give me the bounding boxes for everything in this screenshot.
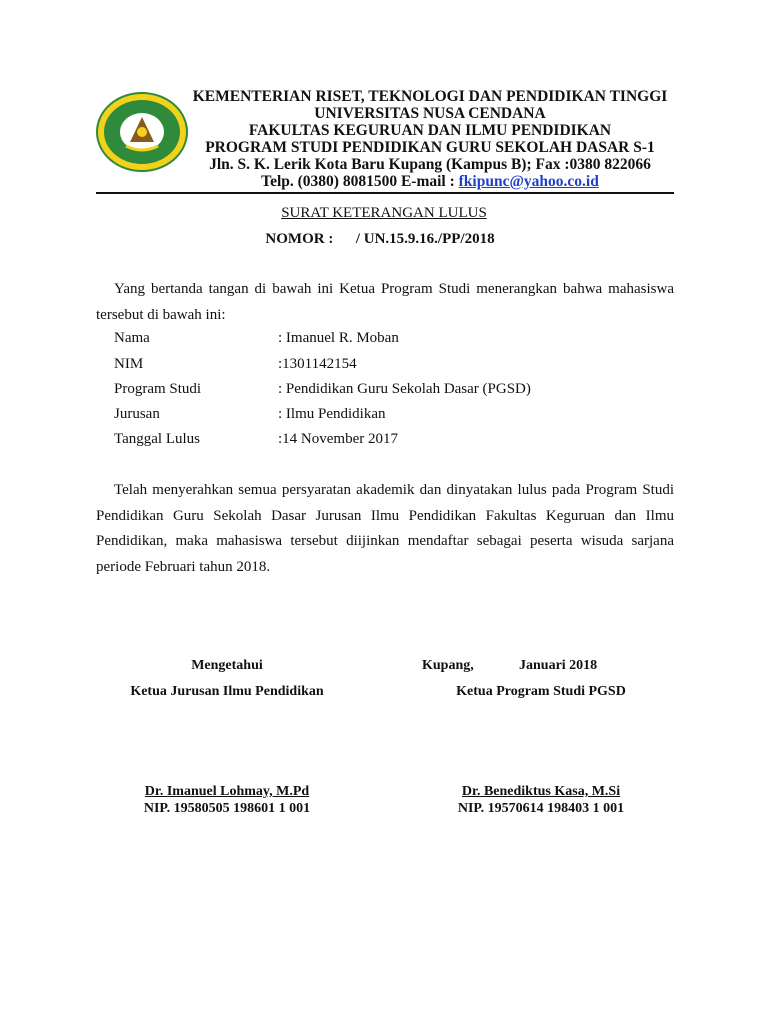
letter-number: NOMOR : / UN.15.9.16./PP/2018 bbox=[265, 231, 495, 247]
field-value-jurusan: : Ilmu Pendidikan bbox=[278, 406, 386, 422]
field-label-nim: NIM bbox=[114, 356, 144, 372]
email-link[interactable]: fkipunc@yahoo.co.id bbox=[458, 173, 599, 190]
field-value-tanggal: :14 November 2017 bbox=[278, 431, 398, 447]
header-contact-prefix: Telp. (0380) 8081500 E-mail : bbox=[261, 173, 459, 190]
header-program: PROGRAM STUDI PENDIDIKAN GURU SEKOLAH DASAR S-1 bbox=[205, 139, 655, 156]
header-divider bbox=[96, 192, 674, 194]
header-university: UNIVERSITAS NUSA CENDANA bbox=[314, 105, 546, 122]
header-address: Jln. S. K. Lerik Kota Baru Kupang (Kampus B); Fax :0380 822066 bbox=[209, 156, 651, 173]
left-signatory-name: Dr. Imanuel Lohmay, M.Pd bbox=[144, 784, 310, 799]
header-faculty: FAKULTAS KEGURUAN DAN ILMU PENDIDIKAN bbox=[248, 122, 612, 139]
letter-title: SURAT KETERANGAN LULUS bbox=[281, 205, 487, 221]
left-caption: Mengetahui bbox=[191, 658, 263, 673]
left-role: Ketua Jurusan Ilmu Pendidikan bbox=[130, 684, 324, 699]
header-contact bbox=[46, 173, 768, 190]
right-date: Januari 2018 bbox=[519, 658, 598, 673]
right-role: Ketua Program Studi PGSD bbox=[456, 684, 626, 699]
right-place: Kupang, bbox=[422, 658, 474, 673]
body-paragraph: Telah menyerahkan semua persyaratan akademik dan dinyatakan lulus pada Program Studi Pendidikan Guru Sekolah Dasar Jurusan Ilmu Pendidikan Fakultas Keguruan dan Ilmu Pendidikan, maka mahasiswa tersebut diijinkan mendaftar sebagai peserta wisuda sarjana periode Februari tahun 2018. bbox=[96, 482, 674, 575]
field-label-nama: Nama bbox=[114, 330, 150, 346]
left-signatory-nip: NIP. 19580505 198601 1 001 bbox=[143, 801, 311, 816]
right-signatory-nip: NIP. 19570614 198403 1 001 bbox=[457, 801, 625, 816]
field-value-program: : Pendidikan Guru Sekolah Dasar (PGSD) bbox=[278, 381, 531, 397]
header-ministry: KEMENTERIAN RISET, TEKNOLOGI DAN PENDIDIKAN TINGGI bbox=[192, 88, 668, 105]
field-value-nim: :1301142154 bbox=[278, 356, 357, 372]
field-label-program: Program Studi bbox=[114, 381, 202, 397]
field-value-nama: : Imanuel R. Moban bbox=[278, 330, 399, 346]
field-label-tanggal: Tanggal Lulus bbox=[114, 431, 201, 447]
right-signatory-name: Dr. Benediktus Kasa, M.Si bbox=[461, 784, 621, 799]
intro-paragraph: Yang bertanda tangan di bawah ini Ketua Program Studi menerangkan bahwa mahasiswa tersebut di bawah ini: bbox=[96, 281, 674, 323]
field-label-jurusan: Jurusan bbox=[114, 406, 160, 422]
